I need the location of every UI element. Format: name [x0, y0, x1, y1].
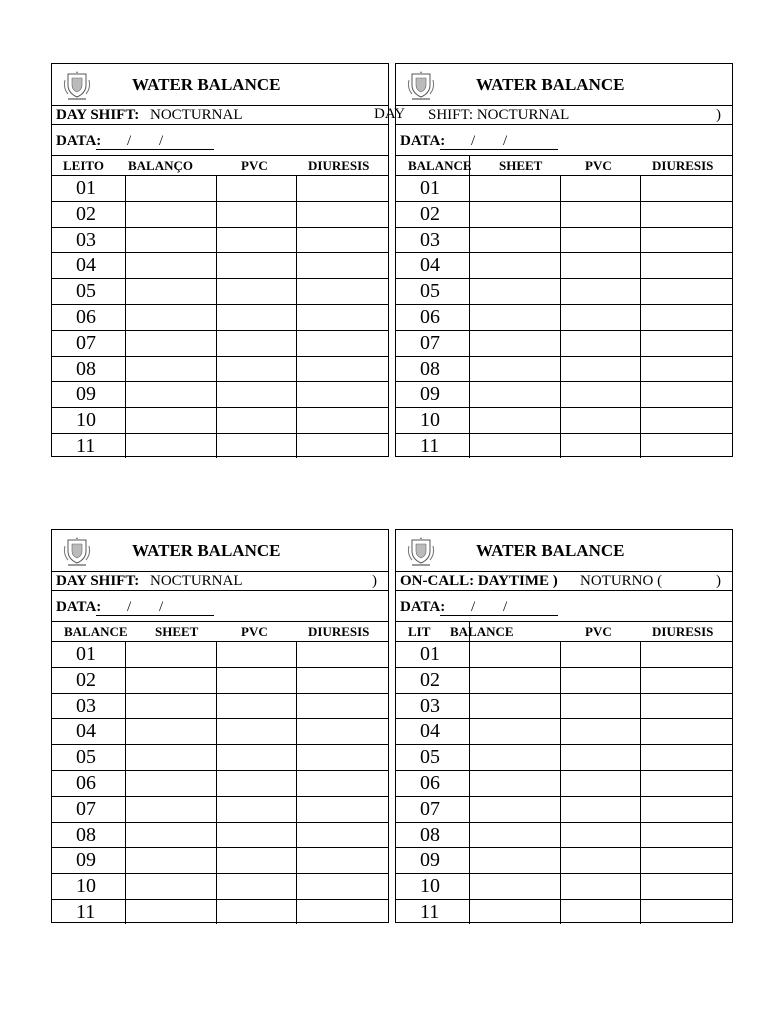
column-divider: [560, 641, 561, 924]
shift-value: NOTURNO (: [580, 573, 663, 589]
bed-number: 11: [420, 434, 440, 457]
table-row: [396, 331, 732, 357]
date-blank-line: [96, 615, 214, 616]
shift-label: DAY SHIFT:: [56, 573, 140, 589]
column-headers: [52, 156, 388, 176]
bed-number: 02: [76, 668, 96, 691]
column-header: LEITO: [63, 158, 104, 173]
table-row: [396, 434, 732, 460]
bed-number: 08: [420, 823, 440, 846]
bed-number: 06: [76, 771, 96, 794]
table-row: [52, 228, 388, 254]
date-label: DATA:: [400, 133, 446, 149]
column-header: LIT: [408, 624, 431, 639]
bed-number: 07: [76, 797, 96, 820]
date-line: [52, 125, 388, 156]
column-divider: [469, 155, 470, 458]
table-row: [396, 771, 732, 797]
column-headers: [396, 156, 732, 176]
table-row: [52, 668, 388, 694]
column-divider: [125, 175, 126, 458]
table-row: [52, 408, 388, 434]
column-divider: [640, 175, 641, 458]
shift-line: [52, 572, 388, 591]
table-row: [52, 176, 388, 202]
bed-number: 03: [76, 228, 96, 251]
sheet-header: [396, 530, 732, 572]
table-row: [396, 357, 732, 383]
table-row: [396, 642, 732, 668]
bed-number: 02: [76, 202, 96, 225]
column-headers: [52, 622, 388, 642]
shift-close: ): [716, 107, 721, 123]
date-slash: /: [471, 133, 476, 149]
hospital-crest-icon: [62, 70, 92, 102]
table-row: [396, 694, 732, 720]
table-row: [396, 848, 732, 874]
date-blank-line: [440, 149, 558, 150]
column-divider: [640, 641, 641, 924]
bed-number: 03: [420, 228, 440, 251]
bed-number: 05: [76, 280, 96, 303]
water-balance-sheet-4: [395, 529, 733, 923]
bed-number: 08: [420, 357, 440, 380]
date-label: DATA:: [56, 599, 102, 615]
bed-number: 01: [76, 177, 96, 199]
bed-rows: [396, 176, 732, 460]
column-header: BALANCE: [64, 624, 128, 639]
bed-number: 11: [76, 434, 96, 457]
bed-number: 06: [420, 305, 440, 328]
column-divider: [560, 175, 561, 458]
column-divider: [216, 175, 217, 458]
table-row: [52, 694, 388, 720]
date-slash: /: [127, 599, 132, 615]
column-divider: [296, 641, 297, 924]
column-header: BALANCE: [408, 158, 472, 173]
table-row: [52, 382, 388, 408]
date-slash: /: [159, 599, 164, 615]
column-divider: [296, 175, 297, 458]
table-row: [396, 253, 732, 279]
column-divider: [469, 621, 470, 924]
date-line: [396, 125, 732, 156]
shift-label: DAY SHIFT:: [56, 107, 140, 123]
table-row: [52, 719, 388, 745]
bed-number: 07: [76, 331, 96, 354]
bed-number: 10: [420, 875, 440, 898]
bed-number: 01: [76, 643, 96, 665]
table-row: [396, 228, 732, 254]
bed-rows: [396, 642, 732, 926]
table-row: [396, 176, 732, 202]
bed-number: 09: [420, 849, 440, 872]
shift-label: ON-CALL: DAYTIME ): [400, 573, 558, 589]
table-row: [52, 279, 388, 305]
shift-value: NOCTURNAL: [150, 107, 243, 123]
table-row: [52, 357, 388, 383]
bed-number: 05: [420, 280, 440, 303]
column-divider: [125, 641, 126, 924]
sheet-title: WATER BALANCE: [476, 75, 625, 94]
table-row: [52, 434, 388, 460]
sheet-header: [52, 530, 388, 572]
table-row: [396, 874, 732, 900]
table-row: [396, 408, 732, 434]
sheet-title: WATER BALANCE: [132, 75, 281, 94]
column-header: DIURESIS: [652, 624, 714, 639]
shift-close: ): [716, 573, 721, 589]
column-header: DIURESIS: [308, 158, 370, 173]
table-row: [396, 305, 732, 331]
table-row: [52, 797, 388, 823]
table-row: [396, 823, 732, 849]
bed-number: 05: [76, 746, 96, 769]
bed-number: 01: [420, 177, 440, 199]
column-header: SHEET: [499, 158, 543, 173]
date-slash: /: [471, 599, 476, 615]
bed-number: 09: [76, 849, 96, 872]
shift-value: NOCTURNAL: [150, 573, 243, 589]
bed-number: 06: [420, 771, 440, 794]
bed-number: 05: [420, 746, 440, 769]
bed-number: 04: [420, 720, 440, 743]
date-label: DATA:: [400, 599, 446, 615]
table-row: [396, 719, 732, 745]
column-header: PVC: [241, 158, 268, 173]
shift-line: [52, 106, 388, 125]
column-divider: [216, 641, 217, 924]
bed-number: 07: [420, 797, 440, 820]
sheet-title: WATER BALANCE: [132, 541, 281, 560]
bed-number: 08: [76, 357, 96, 380]
hospital-crest-icon: [406, 70, 436, 102]
bed-number: 03: [420, 694, 440, 717]
table-row: [52, 848, 388, 874]
bed-number: 09: [76, 383, 96, 406]
sheet-header: [52, 64, 388, 106]
hospital-crest-icon: [406, 536, 436, 568]
date-blank-line: [440, 615, 558, 616]
bed-number: 10: [76, 875, 96, 898]
bed-number: 11: [76, 900, 96, 923]
date-slash: /: [503, 133, 508, 149]
bed-rows: [52, 176, 388, 460]
table-row: [396, 668, 732, 694]
shift-line: [396, 106, 732, 125]
bed-number: 02: [420, 668, 440, 691]
date-line: [396, 591, 732, 622]
bed-number: 04: [76, 720, 96, 743]
bed-rows: [52, 642, 388, 926]
table-row: [396, 900, 732, 926]
date-line: [52, 591, 388, 622]
date-slash: /: [503, 599, 508, 615]
water-balance-sheet-3: [51, 529, 389, 923]
bed-number: 10: [76, 409, 96, 432]
table-row: [396, 382, 732, 408]
bed-number: 11: [420, 900, 440, 923]
bed-number: 10: [420, 409, 440, 432]
table-row: [52, 771, 388, 797]
table-row: [52, 305, 388, 331]
bed-number: 01: [420, 643, 440, 665]
column-header: DIURESIS: [308, 624, 370, 639]
table-row: [52, 874, 388, 900]
table-row: [52, 900, 388, 926]
table-row: [396, 202, 732, 228]
bed-number: 03: [76, 694, 96, 717]
table-row: [396, 279, 732, 305]
bed-number: 04: [76, 254, 96, 277]
column-header: SHEET: [155, 624, 199, 639]
date-label: DATA:: [56, 133, 102, 149]
water-balance-sheet-1: [51, 63, 389, 457]
table-row: [396, 797, 732, 823]
sheet-header: [396, 64, 732, 106]
bed-number: 04: [420, 254, 440, 277]
bed-number: 06: [76, 305, 96, 328]
shift-close: ): [372, 573, 377, 589]
column-header: BALANCE: [450, 624, 514, 639]
bed-number: 07: [420, 331, 440, 354]
column-header: PVC: [585, 158, 612, 173]
column-header: BALANÇO: [128, 158, 194, 173]
table-row: [396, 745, 732, 771]
sheet-title: WATER BALANCE: [476, 541, 625, 560]
water-balance-sheet-2: [395, 63, 733, 457]
date-slash: /: [127, 133, 132, 149]
date-slash: /: [159, 133, 164, 149]
column-header: PVC: [585, 624, 612, 639]
table-row: [52, 642, 388, 668]
table-row: [52, 331, 388, 357]
date-blank-line: [96, 149, 214, 150]
shift-line: [396, 572, 732, 591]
column-headers: [396, 622, 732, 642]
table-row: [52, 823, 388, 849]
bed-number: 08: [76, 823, 96, 846]
column-header: PVC: [241, 624, 268, 639]
table-row: [52, 202, 388, 228]
bed-number: 02: [420, 202, 440, 225]
table-row: [52, 745, 388, 771]
shift-extra-label: DAY: [374, 106, 406, 122]
bed-number: 09: [420, 383, 440, 406]
column-header: DIURESIS: [652, 158, 714, 173]
shift-value: SHIFT: NOCTURNAL: [428, 107, 570, 123]
hospital-crest-icon: [62, 536, 92, 568]
table-row: [52, 253, 388, 279]
